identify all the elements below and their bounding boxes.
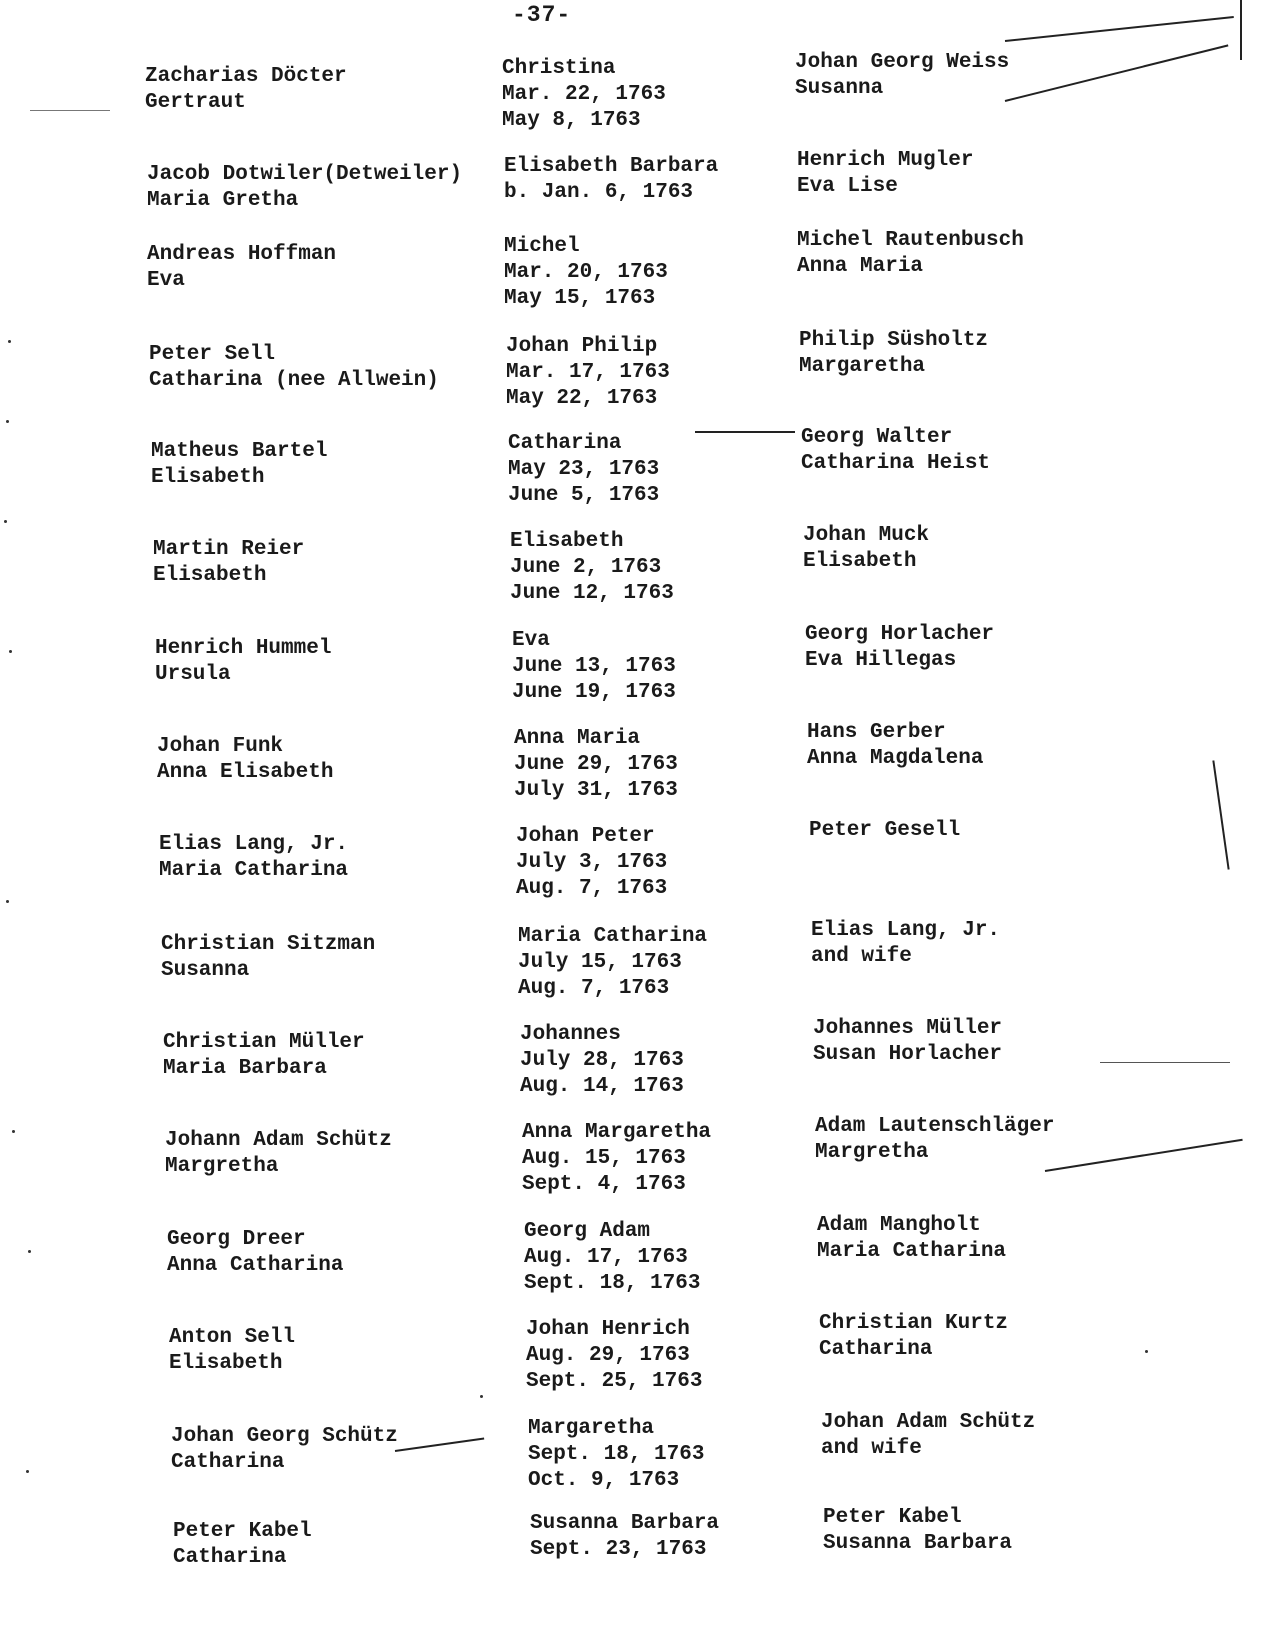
child-entry-line: Aug. 17, 1763 [524, 1246, 688, 1269]
parents-entry-line: Ursula [155, 663, 231, 686]
parents-entry-line: Matheus Bartel [151, 440, 328, 463]
page-number: -37- [512, 2, 572, 28]
child-entry [502, 56, 762, 134]
sponsors-entry-line: Catharina [819, 1338, 933, 1361]
child-entry [516, 824, 776, 902]
sponsors-entry-line: Catharina Heist [801, 452, 991, 475]
pen-stroke [30, 110, 110, 111]
child-entry-line: Mar. 20, 1763 [504, 261, 668, 284]
register-row [0, 328, 1275, 424]
child-entry [528, 1416, 788, 1494]
register-row [0, 1114, 1275, 1210]
child-entry-line: b. Jan. 6, 1763 [504, 181, 694, 204]
register-row [0, 425, 1275, 521]
register-row [0, 50, 1275, 146]
connector-line [695, 431, 795, 433]
child-entry [514, 726, 774, 804]
parents-entry [159, 832, 489, 884]
sponsors-entry-line: Anna Magdalena [807, 747, 984, 770]
sponsors-entry [817, 1213, 1117, 1265]
parents-entry [145, 64, 475, 116]
sponsors-entry-line: Susan Horlacher [813, 1043, 1003, 1066]
parents-entry [163, 1030, 493, 1082]
child-entry-line: Aug. 29, 1763 [526, 1344, 690, 1367]
parents-entry-line: Anton Sell [169, 1326, 296, 1349]
parents-entry-line: Margretha [165, 1155, 279, 1178]
parents-entry-line: Zacharias Döcter [145, 65, 347, 88]
sponsors-entry [807, 720, 1107, 772]
parents-entry-line: Elisabeth [153, 564, 267, 587]
child-entry-line: July 3, 1763 [516, 851, 668, 874]
pen-stroke [1240, 0, 1242, 60]
child-entry [530, 1511, 790, 1577]
sponsors-entry [809, 818, 1109, 844]
speck [28, 1250, 31, 1253]
sponsors-entry-line: Adam Mangholt [817, 1214, 981, 1237]
child-entry-line: Michel [504, 235, 580, 258]
sponsors-entry [805, 622, 1105, 674]
child-entry-line: Christina [502, 57, 616, 80]
parents-entry [173, 1519, 503, 1585]
parents-entry-line: Christian Müller [163, 1031, 365, 1054]
child-entry-line: June 12, 1763 [510, 582, 674, 605]
register-row [0, 1505, 1275, 1601]
sponsors-entry-line: Eva Hillegas [805, 649, 957, 672]
sponsors-entry-line: Henrich Mugler [797, 149, 974, 172]
sponsors-entry-line: Elias Lang, Jr. [811, 919, 1001, 942]
child-entry-line: Sept. 18, 1763 [528, 1443, 705, 1466]
child-entry-line: Margaretha [528, 1417, 655, 1440]
parents-entry [153, 537, 483, 589]
child-entry [524, 1219, 784, 1297]
child-entry-line: Johan Philip [506, 335, 658, 358]
register-row [0, 818, 1275, 914]
sponsors-entry-line: Elisabeth [803, 550, 917, 573]
child-entry-line: June 13, 1763 [512, 655, 676, 678]
sponsors-entry-line: Susanna Barbara [823, 1532, 1013, 1555]
parents-entry [167, 1227, 497, 1279]
sponsors-entry-line: Georg Walter [801, 426, 953, 449]
sponsors-entry-line: Philip Süsholtz [799, 329, 989, 352]
parents-entry [147, 242, 477, 294]
parents-entry-line: Johan Georg Schütz [171, 1425, 398, 1448]
parents-entry-line: Maria Catharina [159, 859, 349, 882]
parents-entry-line: Andreas Hoffman [147, 243, 337, 266]
sponsors-entry-line: Johan Adam Schütz [821, 1411, 1036, 1434]
parents-entry [151, 439, 481, 491]
parents-entry-line: Elias Lang, Jr. [159, 833, 349, 856]
sponsors-entry [797, 148, 1097, 200]
child-entry [522, 1120, 782, 1198]
sponsors-entry-line: Anna Maria [797, 255, 924, 278]
child-entry [526, 1317, 786, 1395]
parents-entry [147, 162, 477, 214]
register-row [0, 720, 1275, 816]
sponsors-entry-line: Maria Catharina [817, 1240, 1007, 1263]
child-entry-line: Mar. 17, 1763 [506, 361, 670, 384]
parents-entry-line: Anna Elisabeth [157, 761, 334, 784]
parents-entry-line: Maria Barbara [163, 1057, 327, 1080]
parents-entry [169, 1325, 499, 1377]
sponsors-entry [819, 1311, 1119, 1363]
sponsors-entry-line: Georg Horlacher [805, 623, 995, 646]
child-entry [510, 529, 770, 607]
sponsors-entry-line: and wife [811, 945, 912, 968]
child-entry-line: June 29, 1763 [514, 753, 678, 776]
sponsors-entry-line: Johan Muck [803, 524, 930, 547]
parents-entry-line: Eva [147, 269, 185, 292]
speck [9, 650, 12, 653]
register-row [0, 1410, 1275, 1506]
parents-entry [171, 1424, 501, 1476]
register-row [0, 622, 1275, 718]
speck [6, 900, 9, 903]
child-entry-line: June 2, 1763 [510, 556, 662, 579]
sponsors-entry [821, 1410, 1121, 1462]
register-row [0, 918, 1275, 1014]
sponsors-entry-line: Peter Gesell [809, 819, 961, 842]
child-entry-line: May 22, 1763 [506, 387, 658, 410]
parents-entry-line: Catharina [171, 1451, 285, 1474]
child-entry-line: Johan Peter [516, 825, 655, 848]
child-entry-line: Elisabeth [510, 530, 624, 553]
sponsors-entry [797, 228, 1097, 280]
child-entry-line: Anna Margaretha [522, 1121, 712, 1144]
child-entry-line: Susanna Barbara [530, 1512, 720, 1535]
parents-entry-line: Jacob Dotwiler(Detweiler) [147, 163, 463, 186]
sponsors-entry [803, 523, 1103, 575]
sponsors-entry-line: Johannes Müller [813, 1017, 1003, 1040]
child-entry-line: Oct. 9, 1763 [528, 1469, 680, 1492]
sponsors-entry-line: Christian Kurtz [819, 1312, 1009, 1335]
parents-entry-line: Martin Reier [153, 538, 305, 561]
child-entry-line: July 31, 1763 [514, 779, 678, 802]
sponsors-entry [799, 328, 1099, 380]
child-entry-line: Aug. 7, 1763 [518, 977, 670, 1000]
parents-entry-line: Georg Dreer [167, 1228, 306, 1251]
register-row [0, 228, 1275, 324]
sponsors-entry-line: Johan Georg Weiss [795, 51, 1010, 74]
speck [480, 1395, 483, 1398]
sponsors-entry [815, 1114, 1115, 1166]
speck [26, 1470, 29, 1473]
sponsors-entry-line: and wife [821, 1437, 922, 1460]
child-entry-line: Anna Maria [514, 727, 641, 750]
child-entry [520, 1022, 780, 1100]
sponsors-entry-line: Margaretha [799, 355, 926, 378]
sponsors-entry-line: Margretha [815, 1141, 929, 1164]
parents-entry-line: Peter Kabel [173, 1520, 312, 1543]
parents-entry-line: Catharina (nee Allwein) [149, 369, 439, 392]
child-entry-line: Aug. 7, 1763 [516, 877, 668, 900]
child-entry [504, 154, 764, 206]
parents-entry-line: Maria Gretha [147, 189, 299, 212]
parents-entry [157, 734, 487, 786]
register-row [0, 1311, 1275, 1407]
child-entry-line: Aug. 14, 1763 [520, 1075, 684, 1098]
child-entry-line: Johan Henrich [526, 1318, 690, 1341]
pen-stroke [1100, 1062, 1230, 1063]
child-entry-line: June 19, 1763 [512, 681, 676, 704]
parents-entry [149, 342, 479, 394]
parents-entry-line: Christian Sitzman [161, 933, 376, 956]
parents-entry-line: Gertraut [145, 91, 246, 114]
sponsors-entry-line: Peter Kabel [823, 1506, 962, 1529]
sponsors-entry [811, 918, 1111, 970]
parents-entry-line: Susanna [161, 959, 250, 982]
register-row [0, 1213, 1275, 1309]
parents-entry-line: Peter Sell [149, 343, 276, 366]
parents-entry-line: Anna Catharina [167, 1254, 344, 1277]
speck [6, 420, 9, 423]
child-entry [512, 628, 772, 706]
child-entry-line: Aug. 15, 1763 [522, 1147, 686, 1170]
sponsors-entry [801, 425, 1101, 477]
speck [12, 1130, 15, 1133]
child-entry-line: Mar. 22, 1763 [502, 83, 666, 106]
child-entry-line: Sept. 23, 1763 [530, 1538, 707, 1561]
parents-entry [155, 636, 485, 688]
parents-entry [161, 932, 491, 984]
speck [4, 520, 7, 523]
parents-entry-line: Johan Funk [157, 735, 284, 758]
sponsors-entry-line: Michel Rautenbusch [797, 229, 1024, 252]
sponsors-entry [795, 50, 1095, 102]
sponsors-entry-line: Hans Gerber [807, 721, 946, 744]
child-entry-line: June 5, 1763 [508, 484, 660, 507]
child-entry [504, 234, 764, 312]
child-entry-line: May 23, 1763 [508, 458, 660, 481]
parents-entry-line: Elisabeth [169, 1352, 283, 1375]
child-entry-line: Sept. 18, 1763 [524, 1272, 701, 1295]
child-entry-line: Maria Catharina [518, 925, 708, 948]
sponsors-entry [823, 1505, 1123, 1571]
child-entry-line: Elisabeth Barbara [504, 155, 719, 178]
parents-entry-line: Johann Adam Schütz [165, 1129, 392, 1152]
child-entry-line: Georg Adam [524, 1220, 651, 1243]
child-entry-line: July 15, 1763 [518, 951, 682, 974]
child-entry [518, 924, 778, 1002]
child-entry-line: May 15, 1763 [504, 287, 656, 310]
child-entry-line: Sept. 25, 1763 [526, 1370, 703, 1393]
register-row [0, 1016, 1275, 1112]
child-entry-line: Sept. 4, 1763 [522, 1173, 686, 1196]
parents-entry [165, 1128, 495, 1180]
sponsors-entry-line: Susanna [795, 77, 884, 100]
parents-entry-line: Elisabeth [151, 466, 265, 489]
sponsors-entry-line: Adam Lautenschläger [815, 1115, 1055, 1138]
child-entry [506, 334, 766, 412]
sponsors-entry-line: Eva Lise [797, 175, 898, 198]
parents-entry-line: Henrich Hummel [155, 637, 332, 660]
register-row [0, 523, 1275, 619]
speck [8, 340, 11, 343]
child-entry-line: May 8, 1763 [502, 109, 641, 132]
child-entry [508, 431, 768, 509]
sponsors-entry [813, 1016, 1113, 1068]
child-entry-line: Eva [512, 629, 550, 652]
parents-entry-line: Catharina [173, 1546, 287, 1569]
child-entry-line: Catharina [508, 432, 622, 455]
speck [1145, 1350, 1148, 1353]
child-entry-line: July 28, 1763 [520, 1049, 684, 1072]
child-entry-line: Johannes [520, 1023, 621, 1046]
